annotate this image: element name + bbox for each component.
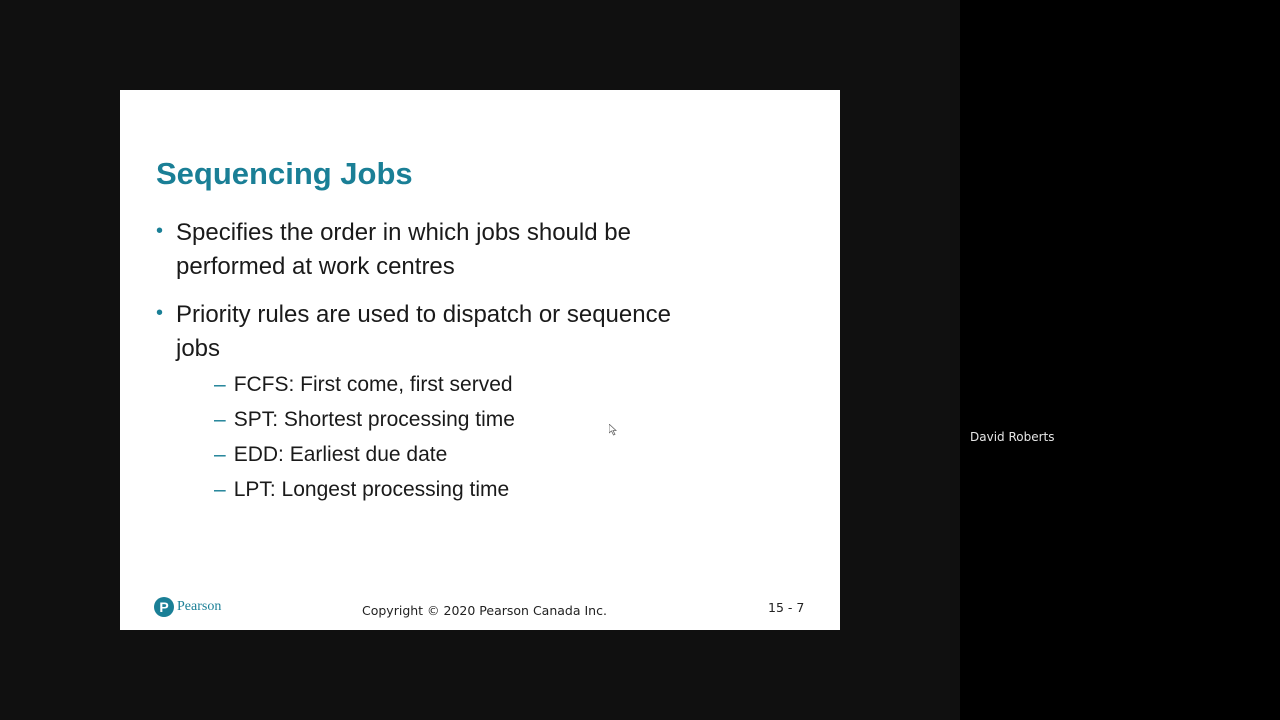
- bullet-icon: •: [156, 220, 164, 242]
- bullet-1-line-2: performed at work centres: [176, 253, 455, 280]
- sub-bullet-edd: [214, 443, 447, 467]
- mouse-cursor-icon: [609, 424, 617, 436]
- sub-bullet-lpt: [214, 478, 509, 502]
- slide-page-number: 15 - 7: [768, 600, 805, 615]
- dash-icon: –: [214, 443, 226, 466]
- bullet-icon: •: [156, 302, 164, 324]
- sub-bullet-text: LPT: Longest processing time: [233, 478, 510, 501]
- bullet-1: [176, 216, 796, 284]
- sub-bullet-spt: [214, 408, 515, 432]
- pearson-logo-icon: P: [154, 597, 174, 617]
- participant-panel: [960, 0, 1280, 720]
- slide-title: Sequencing Jobs: [156, 156, 413, 191]
- sub-bullet-text: EDD: Earliest due date: [233, 443, 448, 466]
- participant-name[interactable]: David Roberts: [970, 430, 1055, 444]
- bullet-2-line-1: Priority rules are used to dispatch or sequence: [176, 301, 671, 328]
- sub-bullet-fcfs: [214, 373, 513, 397]
- dash-icon: –: [214, 408, 226, 431]
- sub-bullet-text: FCFS: First come, first served: [233, 373, 513, 396]
- copyright-text: Copyright © 2020 Pearson Canada Inc.: [362, 603, 607, 618]
- dash-icon: –: [214, 373, 226, 396]
- dash-icon: –: [214, 478, 226, 501]
- sub-bullet-text: SPT: Shortest processing time: [233, 408, 515, 431]
- pearson-logo: [154, 597, 221, 617]
- bullet-2: [176, 298, 796, 366]
- pearson-logo-text: Pearson: [177, 599, 222, 614]
- presentation-slide: [120, 90, 840, 630]
- bullet-1-line-1: Specifies the order in which jobs should be: [176, 219, 631, 246]
- bullet-2-line-2: jobs: [176, 335, 221, 362]
